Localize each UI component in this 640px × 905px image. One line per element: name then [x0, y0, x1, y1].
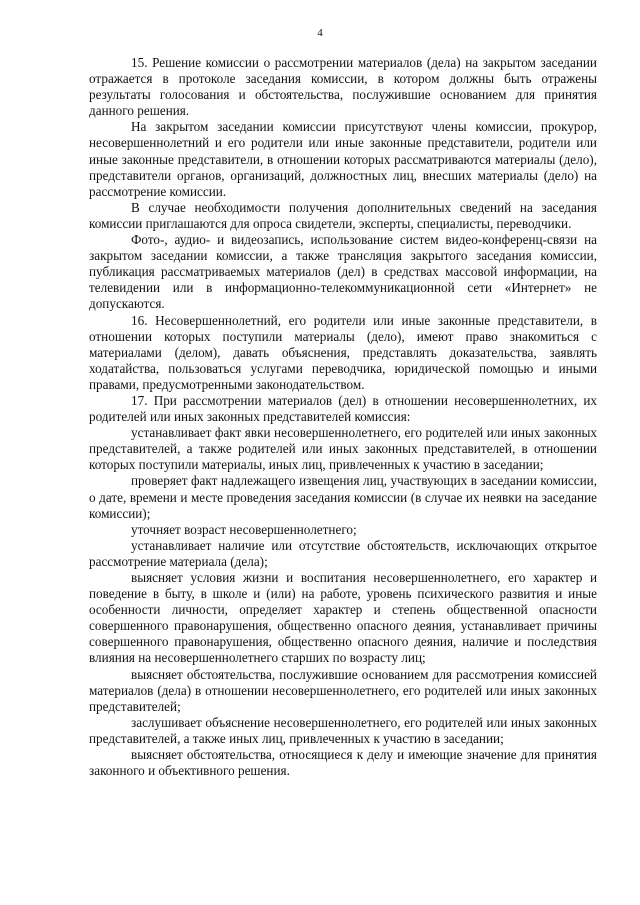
- paragraph-invited-persons: В случае необходимости получения дополнительных сведений на заседания комиссии приглашаются для опроса свидетели, эксперты, специалисты, переводчики.: [89, 199, 597, 231]
- duty-hear-explanation: заслушивает объяснение несовершеннолетнего, его родителей или иных законных представителей, а также иных лиц, привлеченных к участию в заседании;: [89, 714, 597, 746]
- duty-establish-circumstances: устанавливает наличие или отсутствие обстоятельств, исключающих открытое рассмотрение материала (дела);: [89, 537, 597, 569]
- page-number: 4: [317, 27, 323, 39]
- paragraph-closed-session-attendees: На закрытом заседании комиссии присутствуют члены комиссии, прокурор, несовершеннолетний и его родители или иные законные представители, родители или иные законные представители, в отношении которых рассматриваются материалы (дело), представители органов, организаций, должностных лиц, внесших материалы (дело) на рассмотрение комиссии.: [89, 119, 597, 199]
- duty-clarify-age: уточняет возраст несовершеннолетнего;: [131, 521, 357, 537]
- paragraph-15-decision-closed-session: 15. Решение комиссии о рассмотрении материалов (дела) на закрытом заседании отражается в протоколе заседания комиссии, в котором должны быть отражены результаты голосования и обстоятельства, послужившие основанием для принятия данного решения.: [89, 55, 597, 119]
- paragraph-16-rights: 16. Несовершеннолетний, его родители или иные законные представители, в отношении которых поступили материалы (дело), имеют право знакомиться с материалами (делом), давать объяснения, представлять доказательства, заявлять ходатайства, пользоваться услугами переводчика, юридической помощью и иными правами, предусмотренными законодательством.: [89, 312, 597, 392]
- duty-establish-attendance: устанавливает факт явки несовершеннолетнего, его родителей или иных законных представителей, а также родителей или иных законных представителей, в отношении которых поступили материалы, иных лиц, привлеченных к участию в заседании;: [89, 425, 597, 473]
- paragraph-17-commission-duties: 17. При рассмотрении материалов (дел) в отношении несовершеннолетних, их родителей или иных законных представителей комиссия:: [89, 392, 597, 425]
- duty-check-notification: проверяет факт надлежащего извещения лиц, участвующих в заседании комиссии, о дате, времени и месте проведения заседания комиссии (в случае их неявки на заседание комиссии);: [89, 473, 597, 521]
- document-body: [89, 55, 597, 779]
- paragraph-recording-prohibition: Фото-, аудио- и видеозапись, использование систем видео-конференц-связи на закрытом заседании комиссии, а также трансляция закрытого заседания комиссии, публикация рассматриваемых материалов (дел) в средствах массовой информации, на телевидении или в информационно-телекоммуникационной сети «Интернет» не допускаются.: [89, 232, 597, 312]
- duty-relevant-circumstances: выясняет обстоятельства, относящиеся к делу и имеющие значение для принятия законного и объективного решения.: [89, 747, 597, 779]
- duty-grounds-for-consideration: выясняет обстоятельства, послужившие основанием для рассмотрения комиссией материалов (дела) в отношении несовершеннолетнего, его родителей или иных законных представителей;: [89, 666, 597, 714]
- duty-living-conditions: выясняет условия жизни и воспитания несовершеннолетнего, его характер и поведение в быту, в школе и (или) на работе, уровень психического развития и иные особенности личности, определяет характер и степень общественной опасности совершенного правонарушения, общественно опасного деяния, устанавливает причины совершенного правонарушения, общественно опасного деяния, наличие и последствия влияния на несовершеннолетнего старших по возрасту лиц;: [89, 570, 597, 666]
